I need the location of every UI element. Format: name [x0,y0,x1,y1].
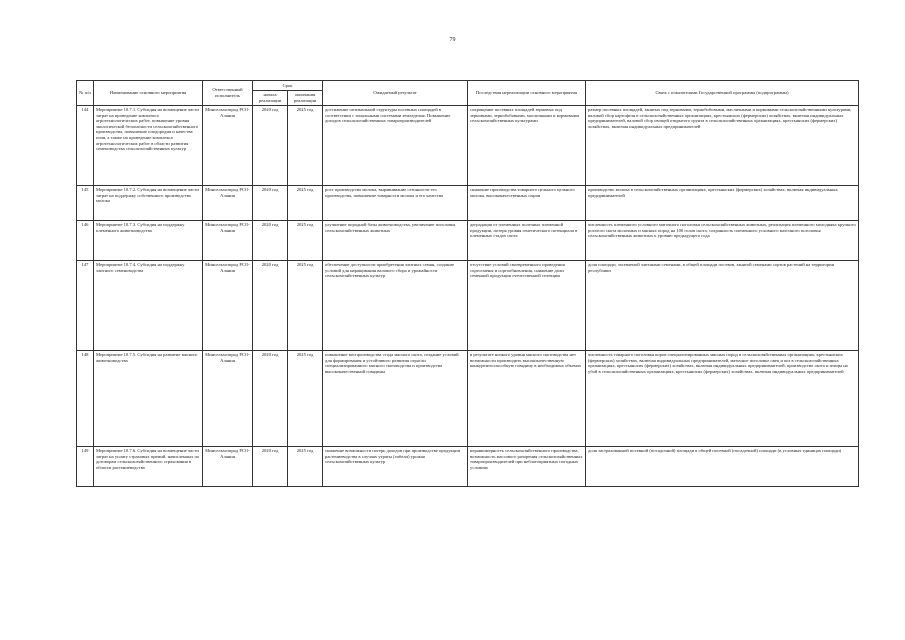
page-number: 79 [449,37,456,43]
row-result: улучшение породной базы животноводства, увеличение поголовья сельскохозяйственных животных [323,221,468,261]
row-link: размер посевных площадей, занятых под зерновыми, зернобобовыми, масличными и кормовыми сельскохозяйственными культурами, валовой сбор картофеля в сельскохозяйственных организациях, крестьянских (фермерских) хозяйствах, включая индивидуальных предпринимателей, валовой сбор овощей открытого грунта в сельскохозяйственных организациях, крестьянских (фермерских) хозяйствах, включая индивидуальных предпринимателей [586,106,859,186]
row-end: 2025 год [288,351,323,447]
row-link: доля застрахованной посевной (посадочной) площади в общей посевной (посадочной) площади (в условных единицах площади) [586,447,859,487]
header-link: Связь с показателями Государственной программы (подпрограммы) [586,81,859,106]
row-num: 149 [77,447,94,487]
header-name: Наименование основного мероприятия [94,81,203,106]
row-num: 148 [77,351,94,447]
row-num: 146 [77,221,94,261]
table-row [77,106,859,186]
table-row [77,261,859,351]
row-num: 145 [77,186,94,221]
header-num: № п/п [77,81,94,106]
row-responsible: Минсельхозпрод РСО-Алания [203,106,253,186]
row-result: обеспечение доступности приобретения элитных семян, создание условий для наращивания валового сбора и урожайности сельскохозяйственных культур [323,261,468,351]
row-link: доля площади, засеваемой элитными семенами, в общей площади посевов, занятой семенами сортов растений на территории республики [586,261,859,351]
row-name: Мероприятие 10.7.6. Субсидия на возмещение части затрат на уплату страховых премий, начисленных по договорам сельскохозяйственного страхования в области растениеводства [94,447,203,487]
header-end: окончания реализации [288,91,323,106]
row-start: 2020 год [253,221,288,261]
row-start: 2020 год [253,186,288,221]
row-responsible: Минсельхозпрод РСО-Алания [203,261,253,351]
row-link: численность товарного поголовья коров специализированных мясных пород в сельскохозяйственных организациях, крестьянских (фермерских) хозяйствах, включая индивидуальных предпринимателей, маточное поголовье овец и коз в сельскохозяйственных организациях, крестьянских (фермерских) хозяйствах, включая индивидуальных предпринимателей, производство скота и птицы на убой в сельскохозяйственных организациях, крестьянских (фермерских) хозяйствах, включая индивидуальных предпринимателей [586,351,859,447]
row-num: 147 [77,261,94,351]
table-row [77,186,859,221]
row-start: 2020 год [253,261,288,351]
row-link: производство молока в сельскохозяйственных организациях, крестьянских (фермерских) хозяйствах, включая индивидуальных предпринимателей [586,186,859,221]
row-result: повышение воспроизводства стада мясного скота, создание условий для формирования и устойчивого развития отрасли специализированного мясного скотоводства и производства высококачественной говядины [323,351,468,447]
header-term: Срок [253,81,323,91]
row-result: рост производства молока, выравнивание сезонности его производства, повышение товарности молока и его качества [323,186,468,221]
row-responsible: Минсельхозпрод РСО-Алания [203,221,253,261]
row-link: численность племенного условного маточного поголовья сельскохозяйственных животных, реализация племенного молодняка крупного рогатого скота молочных и мясных пород на 100 голов скота, сохранность племенного условного маточного поголовья сельскохозяйственных животных к уровню предыдущего года [586,221,859,261]
row-name: Мероприятие 10.7.1. Субсидия на возмещение части затрат на проведение комплекса агротехнологических работ, повышение уровня экологической безопасности сельскохозяйственного производства, повышение плодородия и качества почв, а также на проведение комплекса агротехнологических работ в области развития семеноводства сельскохозяйственных культур [94,106,203,186]
row-consequences: отсутствие условий своевременного проведения сортосмены и сортообновления, снижение доли семенной продукции отечественной селекции [468,261,586,351]
table-row [77,351,859,447]
measures-table [76,80,859,487]
row-consequences: сокращение посевных площадей зерновых под зерновыми, зернобобовыми, масличными и кормовыми сельскохозяйственных культурами [468,106,586,186]
row-start: 2020 год [253,447,288,487]
row-end: 2025 год [288,106,323,186]
row-name: Мероприятие 10.7.3. Субсидия на поддержку племенного животноводства [94,221,203,261]
table-row [77,221,859,261]
row-consequences: деградация от племенных полезных племенной продукции, потеря уровня генетического потенциала в племенных стадах скота [468,221,586,261]
header-start: начала реализации [253,91,288,106]
row-end: 2025 год [288,447,323,487]
row-name: Мероприятие 10.7.2. Субсидия на возмещение части затрат на поддержку собственного производства молока [94,186,203,221]
row-end: 2025 год [288,221,323,261]
row-responsible: Минсельхозпрод РСО-Алания [203,351,253,447]
row-responsible: Минсельхозпрод РСО-Алания [203,447,253,487]
row-start: 2020 год [253,351,288,447]
row-name: Мероприятие 10.7.5. Субсидия на развитие мясного животноводства [94,351,203,447]
table-row [77,447,859,487]
header-consequences: Последствия нереализации основного мероприятия [468,81,586,106]
row-end: 2025 год [288,186,323,221]
row-name: Мероприятие 10.7.4. Субсидия на поддержку элитного семеноводства [94,261,203,351]
row-result: снижение возможности потерь доходов при производстве продукции растениеводства в случаях утраты (гибели) урожая сельскохозяйственных культур [323,447,468,487]
row-num: 144 [77,106,94,186]
row-consequences: неравномерность сельскохозяйственного производства, возможность массового разорения сельскохозяйственных товаропроизводителей при неблагоприятных погодных условиях [468,447,586,487]
row-start: 2020 год [253,106,288,186]
row-consequences: снижение производства товарного цельного цельного молока, высококачественных сыров [468,186,586,221]
header-result: Ожидаемый результат [323,81,468,106]
row-consequences: в результате низкого уровня мясного скотоводства нет возможности производить высококачественную конкурентоспособную говядину в необходимых объемах [468,351,586,447]
row-responsible: Минсельхозпрод РСО-Алания [203,186,253,221]
row-result: достижение оптимальной структуры посевных площадей в соответствии с зональными системами земледелия. Повышение доходов сельскохозяйственных товаропроизводителей [323,106,468,186]
header-responsible: Ответственный исполнитель [203,81,253,106]
row-end: 2025 год [288,261,323,351]
